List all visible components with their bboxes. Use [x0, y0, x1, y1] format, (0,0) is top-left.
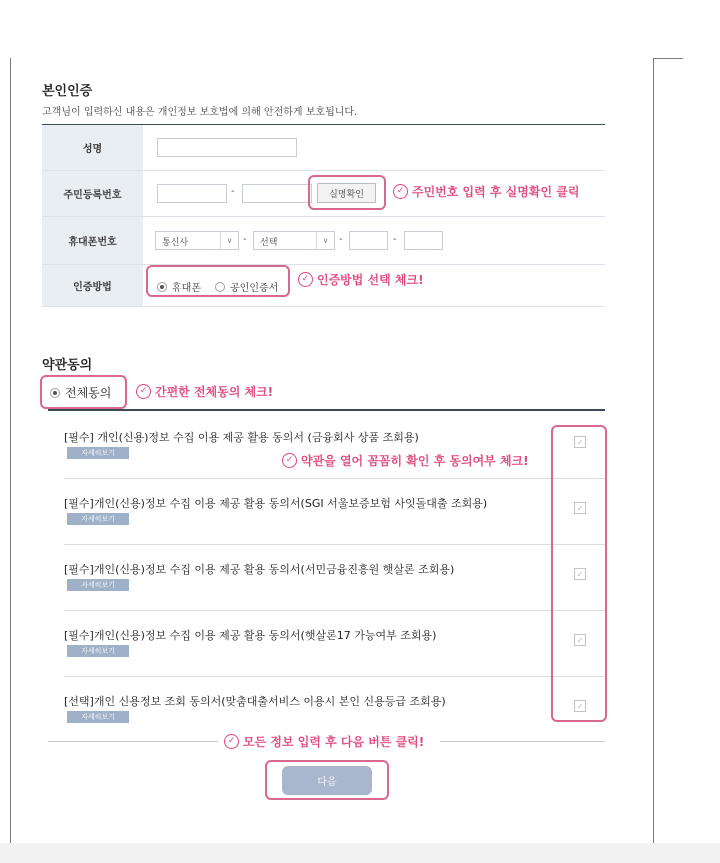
- all-agree-label: 전체동의: [65, 386, 112, 400]
- auth-phone-label: 휴대폰: [172, 283, 201, 294]
- next-button[interactable]: 다음: [282, 766, 372, 795]
- check-circle-icon: ✓: [224, 734, 239, 749]
- auth-annotation-text: 인증방법 선택 체크!: [317, 273, 424, 287]
- phone-separator-1: -: [243, 234, 247, 245]
- all-agree-annotation: [136, 383, 273, 400]
- all-agree-radio[interactable]: [50, 384, 111, 401]
- radio-checked-icon: [50, 388, 60, 398]
- check-circle-icon: ✓: [136, 384, 151, 399]
- frame-bottom-band: [0, 843, 720, 863]
- bottom-rule-right: [440, 741, 605, 742]
- terms-annotation: [282, 452, 529, 469]
- bottom-rule-left: [48, 741, 218, 742]
- checkbox-icon[interactable]: ✓: [574, 700, 586, 712]
- phone-separator-2: -: [339, 234, 343, 245]
- term-item: [64, 413, 605, 479]
- identity-description: 고객님이 입력하신 내용은 개인정보 보호법에 의해 안전하게 보호됩니다.: [42, 107, 358, 118]
- detail-button[interactable]: 자세히보기: [67, 579, 129, 591]
- term-title: [필수]개인(신용)정보 수집 이용 제공 활용 동의서(SGI 서울보증보험 사잇돌대출 조회용): [64, 497, 488, 510]
- frame-left-border: [10, 58, 11, 843]
- carrier-select[interactable]: [155, 231, 239, 250]
- chevron-down-icon: ∨: [220, 232, 238, 249]
- term-title: [필수]개인(신용)정보 수집 이용 제공 활용 동의서(햇살론17 가능여부 조회용): [64, 629, 437, 642]
- check-circle-icon: ✓: [282, 453, 297, 468]
- term-item: [64, 479, 605, 545]
- rrn-first-input[interactable]: [157, 184, 227, 203]
- detail-button[interactable]: 자세히보기: [67, 711, 129, 723]
- next-annotation-text: 모든 정보 입력 후 다음 버튼 클릭!: [243, 735, 425, 749]
- phone-middle-input[interactable]: [349, 231, 388, 250]
- auth-highlight: [146, 265, 290, 297]
- checkbox-icon[interactable]: ✓: [574, 436, 586, 448]
- rrn-separator: -: [231, 186, 235, 197]
- verify-annotation-text: 주민번호 입력 후 실명확인 클릭: [412, 185, 580, 199]
- identity-title: 본인인증: [42, 84, 93, 99]
- check-circle-icon: ✓: [298, 272, 313, 287]
- term-title: [필수]개인(신용)정보 수집 이용 제공 활용 동의서(서민금융진흥원 햇살론 조회용): [64, 563, 455, 576]
- term-item: [64, 545, 605, 611]
- phone-label: 휴대폰번호: [42, 217, 143, 264]
- all-agree-annotation-text: 간편한 전체동의 체크!: [155, 385, 274, 399]
- rrn-second-input[interactable]: [242, 184, 312, 203]
- checkbox-icon[interactable]: ✓: [574, 634, 586, 646]
- auth-cert-label: 공인인증서: [230, 283, 279, 294]
- chevron-down-icon: ∨: [316, 232, 334, 249]
- detail-button[interactable]: 자세히보기: [67, 513, 129, 525]
- name-label: 성명: [42, 125, 143, 170]
- term-item: [64, 611, 605, 677]
- verify-annotation: [393, 183, 579, 200]
- terms-checkbox-highlight: [551, 425, 607, 722]
- detail-button[interactable]: 자세히보기: [67, 645, 129, 657]
- phone-row: [42, 217, 605, 265]
- term-title: [선택]개인 신용정보 조회 동의서(맞춤대출서비스 이용시 본인 신용등급 조회용): [64, 695, 446, 708]
- frame-top-border: [653, 58, 683, 59]
- checkbox-icon[interactable]: ✓: [574, 568, 586, 580]
- name-row: [42, 125, 605, 171]
- auth-annotation: [298, 271, 424, 288]
- next-annotation: [224, 733, 424, 750]
- phone-cell: [143, 217, 605, 264]
- verify-highlight: [308, 175, 386, 210]
- rrn-label: 주민등록번호: [42, 171, 143, 216]
- name-cell: [143, 125, 605, 170]
- terms-annotation-text: 약관을 열어 꼼꼼히 확인 후 동의여부 체크!: [301, 454, 529, 468]
- detail-button[interactable]: 자세히보기: [67, 447, 129, 459]
- name-input[interactable]: [157, 138, 297, 157]
- carrier-select-value: 통신사: [162, 238, 189, 248]
- terms-title: 약관동의: [42, 358, 93, 373]
- phone-last-input[interactable]: [404, 231, 443, 250]
- phone-prefix-select[interactable]: [253, 231, 335, 250]
- verify-button[interactable]: 실명확인: [317, 183, 376, 203]
- prefix-select-value: 선택: [260, 238, 278, 248]
- term-title: [필수] 개인(신용)정보 수집 이용 제공 활용 동의서 (금융회사 상품 조회용): [64, 431, 419, 444]
- phone-separator-3: -: [393, 234, 397, 245]
- checkbox-icon[interactable]: ✓: [574, 502, 586, 514]
- frame-right-border: [653, 58, 654, 843]
- auth-label: 인증방법: [42, 265, 143, 306]
- terms-header-rule: [48, 409, 605, 411]
- check-circle-icon: ✓: [393, 184, 408, 199]
